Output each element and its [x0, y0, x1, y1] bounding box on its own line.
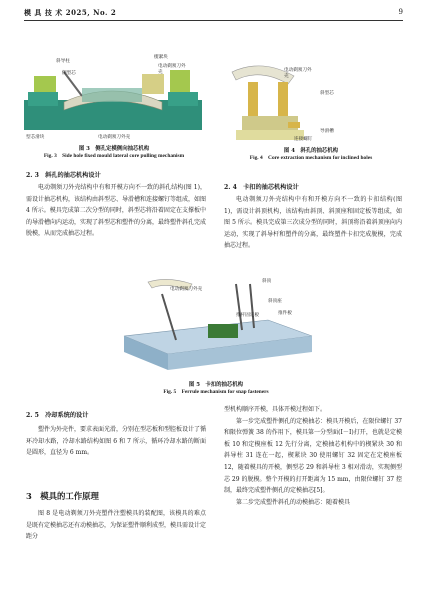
figure-5-caption-zh: 图 5 卡扣的抽芯机构: [188, 382, 244, 388]
right-column-body: [224, 404, 402, 508]
section-2-4-title: 2. 4 卡扣的抽芯机构设计: [224, 184, 299, 191]
figure-3-caption-zh: 图 3 侧孔定模侧向抽芯机构: [78, 146, 150, 152]
page-number: 9: [398, 8, 403, 16]
label-inclined-core: 斜型芯: [320, 91, 334, 96]
journal-title: 模 具 技 术 2025, No. 2: [24, 8, 117, 17]
label-side-core: 侧型芯: [62, 71, 76, 76]
label-push-plate: 推件板: [278, 311, 292, 316]
right-column-p0: 型机构顺序开模，具体开模过程如下。: [224, 406, 327, 413]
label-cavity: 型芯滑块: [26, 135, 45, 140]
figure-5: [118, 274, 314, 376]
figure-4-caption-en: Fig. 4 Core extraction mechanism for inclined holes: [249, 155, 373, 162]
label-housing: 电动剃须刀外壳: [284, 68, 312, 79]
figure-5-caption-en: Fig. 5 Ferrule mechanism for snap fasteners: [163, 389, 269, 396]
label-fixed-plate: 推杆固定板: [236, 313, 259, 318]
section-2-5-title: 2. 5 冷却系统的设计: [26, 412, 89, 419]
section-2-3-body: [26, 182, 206, 240]
figure-3-caption: [20, 146, 208, 161]
section-2-3-title: 2. 3 斜孔的抽芯机构设计: [26, 172, 101, 179]
label-screw: 连接螺钉: [294, 137, 313, 142]
section-2-3-text: 电动剃须刀外壳结构中有和开模方向不一致的斜孔结构(图 1)，需设计抽芯机构，该结构由斜型芯、导滑槽和连接螺钉等组成，如图 4 所示。模具完成第二次分型的同时，斜型芯将沿着固定在支撑板中的导滑槽向内运动，实现了斜型芯和塑件的分离，最终塑件斜孔完成脱模，从而完成抽芯过程。: [26, 184, 207, 238]
figure-4-caption-zh: 图 4 斜孔的抽芯机构: [283, 148, 339, 154]
label-housing: 电动剃须刀外壳: [158, 64, 186, 75]
header-rule: [24, 20, 403, 21]
label-lifter-seat: 斜顶座: [268, 299, 282, 304]
section-2-4-body: [224, 194, 402, 252]
label-wedge: 楔紧块: [154, 55, 168, 60]
figure-4: [222, 58, 400, 146]
label-housing: 电动剃须刀外壳: [170, 287, 203, 292]
page-header: [24, 6, 403, 20]
section-3-text: 图 8 是电动剃须刀外壳塑件注塑模具的装配图，该模具的难点是既有定模抽芯还有动模抽芯，为保证塑件顺利成型，模具需设计定距分: [26, 510, 207, 541]
label-slider: 斜导柱: [56, 59, 70, 64]
figure-3-caption-en: Fig. 3 Side hole fixed mould lateral core pulling mechanism: [43, 153, 185, 160]
section-2-5-body: [26, 424, 206, 459]
label-housing-bottom: 电动剃须刀外壳: [98, 135, 131, 140]
right-column-p2: 第二步完成塑件斜孔的动模抽芯：随着模具: [236, 498, 351, 506]
right-column-p1: 第一步完成塑件侧孔的定模抽芯：模具开模后，在限位螺钉 37 和限位弹簧 38 的作用下，模具第一分型面(Ⅰ－Ⅰ)打开，也就是定模板 10 和定模座板 12 先行分离，定模抽芯机构中的楔紧块 30 和斜导柱 31 连在一起，楔紧块 30 使用螺钉 32 固定在定模座板 12，随着模具的开模，侧型芯 29 和斜导柱 3 相对滑动，实现侧型芯 29 的脱模。整个开模的打开距离为 15 mm，由限位螺钉 37 控制，最终完成塑件侧孔的定模抽芯[5]。: [224, 417, 402, 495]
section-2-4-text: 电动剃须刀外壳结构中有和开模方向不一致的卡扣结构(图 1)，需设计斜顶机构，该结构由斜顶、斜顶座和固定板等组成，如图 5 所示。模具完成第三次成分型的同时，斜顶将沿着斜顶座向内运动，实现了斜导杆和塑件的分离，最终塑件卡扣完成脱模，完成抽芯过程。: [224, 196, 402, 250]
figure-3: [24, 52, 202, 142]
section-2-5-text: 塑件为外壳件，要求表面光滑，分别在型芯板和型腔板设计了循环冷却水路，冷却水路结构如图 6 和 7 所示，循环冷却水路的断面是圆形，直径为 6 mm。: [26, 426, 207, 457]
figure-5-image: [118, 274, 314, 376]
figure-4-caption: [218, 148, 404, 163]
section-3-body: [26, 508, 206, 543]
figure-5-caption: [100, 382, 332, 397]
label-guide-slot: 导滑槽: [320, 129, 334, 134]
section-3-title: 3 模具的工作原理: [26, 491, 99, 501]
label-lifter: 斜顶: [262, 279, 272, 284]
